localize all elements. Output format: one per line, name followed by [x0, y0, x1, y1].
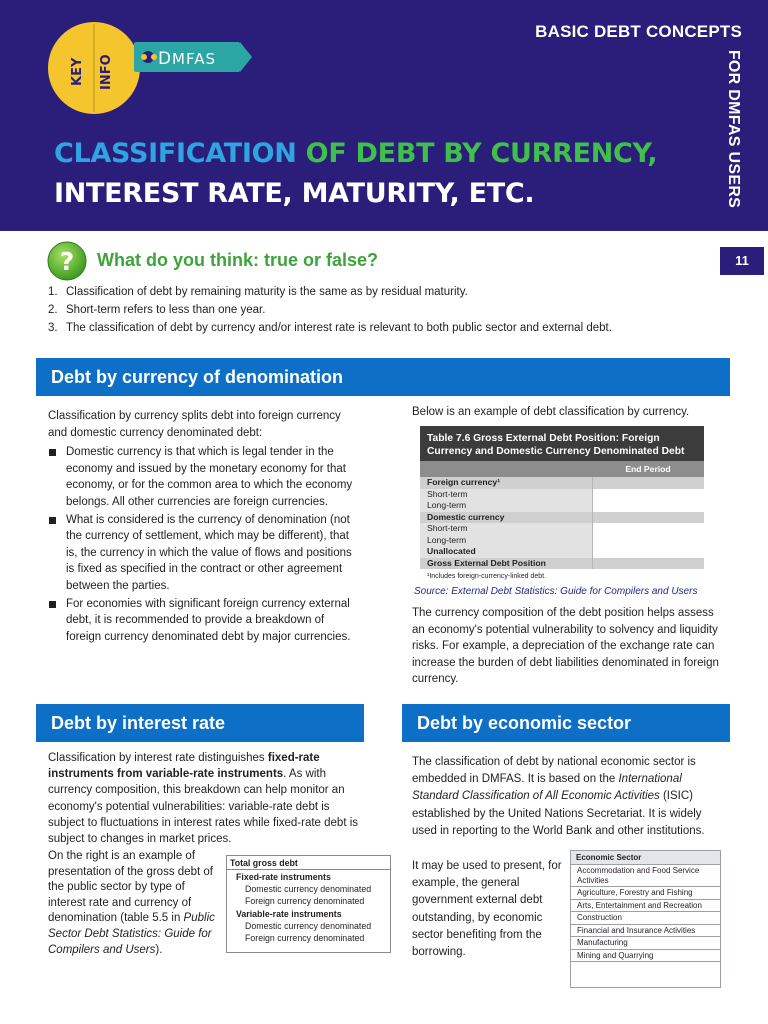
- empty-header-cell: [420, 461, 592, 477]
- table-row: Variable-rate instruments: [236, 909, 342, 920]
- list-item: [48, 319, 728, 337]
- interest-p2-text-b: ).: [155, 943, 163, 956]
- table-7-6: [420, 426, 704, 572]
- logo-brand-mfas: MFAS: [172, 50, 216, 68]
- table-cell: [593, 477, 704, 489]
- interest-p1-text-a: Classification by interest rate distinguishes: [48, 752, 268, 764]
- sector-paragraph-1: [412, 754, 724, 840]
- table-footnote: ¹Includes foreign-currency-linked debt.: [427, 573, 547, 580]
- interest-p2-italic: Public Sector Debt Statistics: Guide for Compilers and Users: [48, 912, 215, 956]
- table-row: Foreign currency denominated: [245, 932, 365, 943]
- section-banner-interest-rate: Debt by interest rate: [36, 704, 364, 742]
- question-glyph: ?: [59, 247, 75, 276]
- sector-p1-text-a: The classification of debt by national economic sector is embedded in DMFAS. It is based on the: [412, 756, 696, 786]
- item-text: The classification of debt by currency and/or interest rate is relevant to both public sector and external debt.: [66, 322, 612, 334]
- table-column-header-row: [420, 461, 704, 477]
- table-row: Domestic currency denominated: [245, 921, 372, 932]
- table-row: Long-term: [427, 500, 467, 510]
- table-row: Construction: [571, 912, 720, 925]
- table-title: Total gross debt: [227, 856, 390, 870]
- logo-key-text: KEY: [70, 57, 85, 86]
- table-source: Source: External Debt Statistics: Guide for Compilers and Users: [414, 586, 698, 597]
- table-row: Manufacturing: [571, 937, 720, 950]
- item-number: 2.: [48, 304, 58, 316]
- table-row: Short-term: [427, 488, 468, 499]
- series-title: BASIC DEBT CONCEPTS: [535, 22, 742, 41]
- table-title: Economic Sector: [571, 851, 720, 865]
- table-title: Table 7.6 Gross External Debt Position: Foreign Currency and Domestic Currency Denominated Debt: [420, 426, 704, 461]
- list-item: [48, 301, 728, 319]
- header-banner: [0, 0, 768, 231]
- table-cell: [593, 558, 704, 570]
- key-info-dmfas-logo: [48, 20, 258, 116]
- question-icon: [47, 241, 87, 281]
- column-header: End Period: [625, 464, 671, 474]
- section-banner-economic-sector: Debt by economic sector: [402, 704, 730, 742]
- table-row: Accommodation and Food Service Activities: [571, 865, 720, 887]
- vertical-label-text: FOR DMFAS USERS: [725, 49, 742, 209]
- list-item: [48, 283, 728, 301]
- sector-p1-italic: International Standard Classification of All Economic Activities: [412, 773, 682, 803]
- title-part-classification: CLASSIFICATION: [54, 138, 297, 169]
- page-number: 11: [720, 247, 764, 275]
- sector-p1-text-b: (ISIC) established by the United Nations Secretariat. It is widely used in reporting to the World Bank and other institutions.: [412, 790, 705, 837]
- table-row: Financial and Insurance Activities: [571, 925, 720, 938]
- table-cell: [593, 512, 704, 524]
- table-row: Fixed-rate instruments: [236, 872, 331, 882]
- quiz-title: What do you think: true or false?: [97, 250, 379, 270]
- value-column: [592, 477, 704, 569]
- title-line-1: [54, 134, 657, 174]
- quiz-statement-list: [48, 283, 728, 337]
- table-row: Mining and Quarrying: [571, 950, 720, 963]
- economic-sector-table: [570, 850, 721, 988]
- logo-info-text: INFO: [99, 54, 114, 90]
- currency-bullet-list: [48, 444, 358, 645]
- currency-left-column: [48, 408, 358, 646]
- table-row: Foreign currency denominated: [245, 895, 365, 906]
- table-row: Arts, Entertainment and Recreation: [571, 900, 720, 913]
- interest-p1-bold: fixed-rate instruments from variable-rate instruments: [48, 752, 320, 781]
- table-cell: [593, 523, 704, 535]
- interest-p1-text-b: . As with currency composition, this breakdown can help monitor an economy's potential vulnerabilities: variable-rate debt is subject to fluctuations in interest rates while fixed-rate debt is subject to changes in market prices.: [48, 768, 359, 846]
- section-banner-currency: Debt by currency of denomination: [36, 358, 730, 396]
- table-row: Domestic currency denominated: [245, 883, 372, 894]
- table-row: Gross External Debt Position: [420, 558, 592, 570]
- table-body: [420, 477, 704, 569]
- total-gross-debt-table: [226, 855, 391, 953]
- table-row: Long-term: [427, 534, 467, 545]
- interest-p2-text-a: On the right is an example of presentation of the gross debt of the public sector by type of interest rate and currency of denomination (table 5.5 in: [48, 850, 213, 925]
- interest-paragraph-1: [48, 750, 360, 847]
- list-item: What is considered is the currency of denomination (not the currency of settlement, which may be different), that is, the currency in which the value of flows and positions is fixed as specified in the contract or other agreement between the parties.: [48, 512, 358, 595]
- item-number: 3.: [48, 322, 58, 334]
- title-part-by-currency: OF DEBT BY CURRENCY,: [296, 138, 658, 169]
- currency-example-intro: Below is an example of debt classification by currency.: [412, 406, 690, 418]
- currency-analysis: The currency composition of the debt position helps assess an economy's potential vulnerability to solvency and liquidity risks. For example, a depreciation of the exchange rate can increase the burden of debt liabilities denominated in foreign currency.: [412, 607, 719, 686]
- table-cell: [593, 489, 704, 501]
- row-labels: [420, 477, 592, 569]
- sector-paragraph-2: It may be used to present, for example, the general government external debt outstanding, by economic sector benefiting from the borrowing.: [412, 860, 562, 959]
- page-title: [54, 134, 657, 214]
- currency-intro: Classification by currency splits debt into foreign currency and domestic currency denominated debt:: [48, 410, 341, 439]
- table-row: Unallocated: [427, 546, 476, 556]
- title-line-2: INTEREST RATE, MATURITY, ETC.: [54, 178, 535, 209]
- item-text: Short-term refers to less than one year.: [66, 304, 266, 316]
- table-row: Domestic currency: [420, 512, 592, 524]
- logo-brand-d: D: [158, 49, 172, 69]
- list-item: Domestic currency is that which is legal tender in the economy and issued by the monetary economy for that economy, or for the common area to which the economy belongs. All other currencies are foreign currencies.: [48, 444, 358, 510]
- table-cell: [593, 500, 704, 512]
- list-item: For economies with significant foreign currency external debt, it is recommended to provide a breakdown of foreign currency denominated debt by major currencies.: [48, 596, 358, 646]
- table-cell: [593, 546, 704, 558]
- interest-paragraph-2: [48, 849, 218, 958]
- table-row: Short-term: [427, 523, 468, 533]
- item-text: Classification of debt by remaining maturity is the same as by residual maturity.: [66, 286, 468, 298]
- table-cell: [593, 535, 704, 547]
- item-number: 1.: [48, 286, 58, 298]
- vertical-audience-label: [718, 44, 748, 214]
- table-row: Foreign currency¹: [420, 477, 592, 489]
- table-row: Agriculture, Forestry and Fishing: [571, 887, 720, 900]
